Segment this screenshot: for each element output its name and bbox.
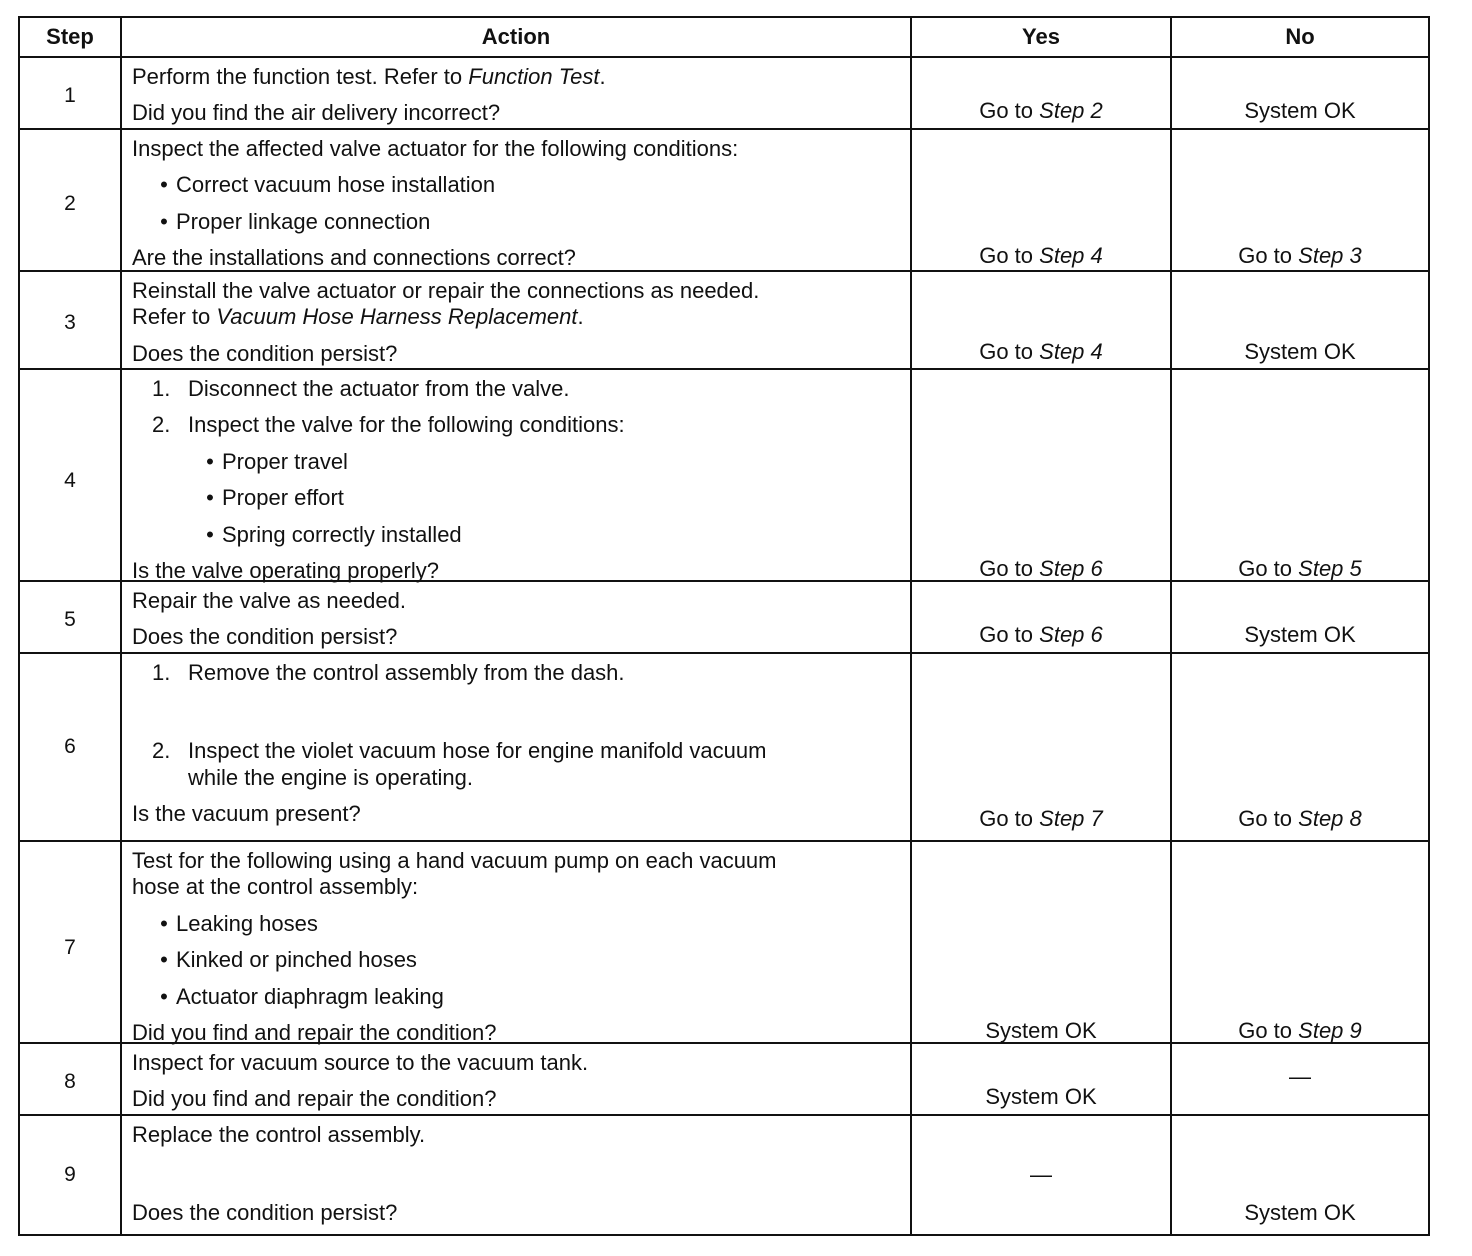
bullet-item: • Proper travel: [132, 449, 902, 475]
step-number: 7: [64, 935, 76, 959]
action-line: Replace the control assembly.: [132, 1122, 426, 1147]
spacer: [132, 1148, 902, 1192]
step-number: 6: [64, 735, 76, 759]
no-result: Go to Step 9: [1170, 842, 1428, 1052]
bullet-item: • Kinked or pinched hoses: [132, 947, 902, 973]
action-line: Inspect the affected valve actuator for the following conditions:: [132, 136, 739, 161]
numbered-item: 2. Inspect the valve for the following conditions:: [152, 412, 625, 438]
no-result: System OK: [1170, 1116, 1428, 1234]
action-cell: [120, 1116, 910, 1234]
header-action: Action: [120, 18, 910, 56]
action-cell: [120, 842, 910, 1052]
bullet-item: • Leaking hoses: [132, 911, 902, 937]
action-question: Does the condition persist?: [132, 340, 398, 366]
action-question: Did you find and repair the condition?: [132, 1019, 497, 1045]
table-row: [20, 840, 1428, 1045]
action-question: Does the condition persist?: [132, 624, 398, 650]
action-question: Is the valve operating properly?: [132, 557, 439, 583]
numbered-item: 1. Remove the control assembly from the dash.: [152, 660, 625, 685]
table-row: [20, 270, 1428, 368]
bullet-item: • Correct vacuum hose installation: [132, 172, 902, 198]
no-result: Go to Step 8: [1170, 654, 1428, 840]
action-cell: [120, 1044, 910, 1119]
step-number: 4: [64, 468, 76, 492]
action-cell: [120, 370, 910, 590]
action-question: Is the vacuum present?: [132, 801, 361, 827]
action-line: Refer to Vacuum Hose Harness Replacement.: [132, 304, 584, 330]
yes-result: Go to Step 4: [910, 272, 1170, 373]
bullet-item: • Spring correctly installed: [132, 522, 902, 548]
action-cell: [120, 58, 910, 133]
step-number: 1: [64, 83, 76, 107]
table-row: [20, 1042, 1428, 1114]
yes-result: —: [910, 1116, 1170, 1234]
action-line: Perform the function test. Refer to Function Test.: [132, 64, 606, 89]
diagnostic-table: [18, 16, 1430, 1236]
bullet-item: • Actuator diaphragm leaking: [132, 984, 902, 1010]
step-number: 3: [64, 310, 76, 334]
spacer: [132, 686, 902, 738]
header-no: No: [1170, 18, 1428, 56]
bullet-item: • Proper linkage connection: [132, 209, 902, 235]
numbered-item-continuation: while the engine is operating.: [188, 764, 473, 790]
step-number: 2: [64, 192, 76, 216]
action-cell: [120, 272, 910, 373]
reference-link: Function Test: [468, 64, 600, 89]
yes-result: Go to Step 7: [910, 654, 1170, 840]
action-question: Did you find the air delivery incorrect?: [132, 100, 501, 126]
action-line: Repair the valve as needed.: [132, 588, 406, 613]
numbered-item: 1. Disconnect the actuator from the valve.: [152, 376, 570, 401]
no-result: System OK: [1170, 272, 1428, 373]
no-result: —: [1170, 1044, 1428, 1119]
yes-result: Go to Step 2: [910, 58, 1170, 133]
reference-link: Vacuum Hose Harness Replacement: [216, 304, 578, 330]
action-question: Did you find and repair the condition?: [132, 1086, 497, 1112]
table-row: [20, 56, 1428, 128]
table-row: [20, 580, 1428, 652]
numbered-item: 2. Inspect the violet vacuum hose for engine manifold vacuum: [152, 738, 767, 764]
step-number: 9: [64, 1163, 76, 1187]
yes-result: Go to Step 6: [910, 370, 1170, 590]
no-result: Go to Step 3: [1170, 130, 1428, 278]
action-line: Test for the following using a hand vacuum pump on each vacuum: [132, 848, 777, 873]
bullet-item: • Proper effort: [132, 485, 902, 511]
table-row: [20, 128, 1428, 270]
yes-result: Go to Step 6: [910, 582, 1170, 657]
action-cell: [120, 582, 910, 657]
no-result: System OK: [1170, 582, 1428, 657]
action-question: Does the condition persist?: [132, 1200, 398, 1226]
action-cell: [120, 130, 910, 278]
step-number: 8: [64, 1069, 76, 1093]
table-row: [20, 652, 1428, 840]
step-number: 5: [64, 607, 76, 631]
yes-result: System OK: [910, 1044, 1170, 1119]
header-yes: Yes: [910, 18, 1170, 56]
yes-result: Go to Step 4: [910, 130, 1170, 278]
action-line: hose at the control assembly:: [132, 874, 419, 900]
action-cell: [120, 654, 910, 840]
action-line: Inspect for vacuum source to the vacuum tank.: [132, 1050, 589, 1075]
header-step: Step: [46, 24, 94, 49]
table-row: [20, 1114, 1428, 1234]
table-header-row: [20, 18, 1428, 56]
action-question: Are the installations and connections correct?: [132, 245, 576, 271]
no-result: System OK: [1170, 58, 1428, 133]
action-line: Reinstall the valve actuator or repair the connections as needed.: [132, 278, 760, 303]
no-result: Go to Step 5: [1170, 370, 1428, 590]
table-row: [20, 368, 1428, 583]
yes-result: System OK: [910, 842, 1170, 1052]
